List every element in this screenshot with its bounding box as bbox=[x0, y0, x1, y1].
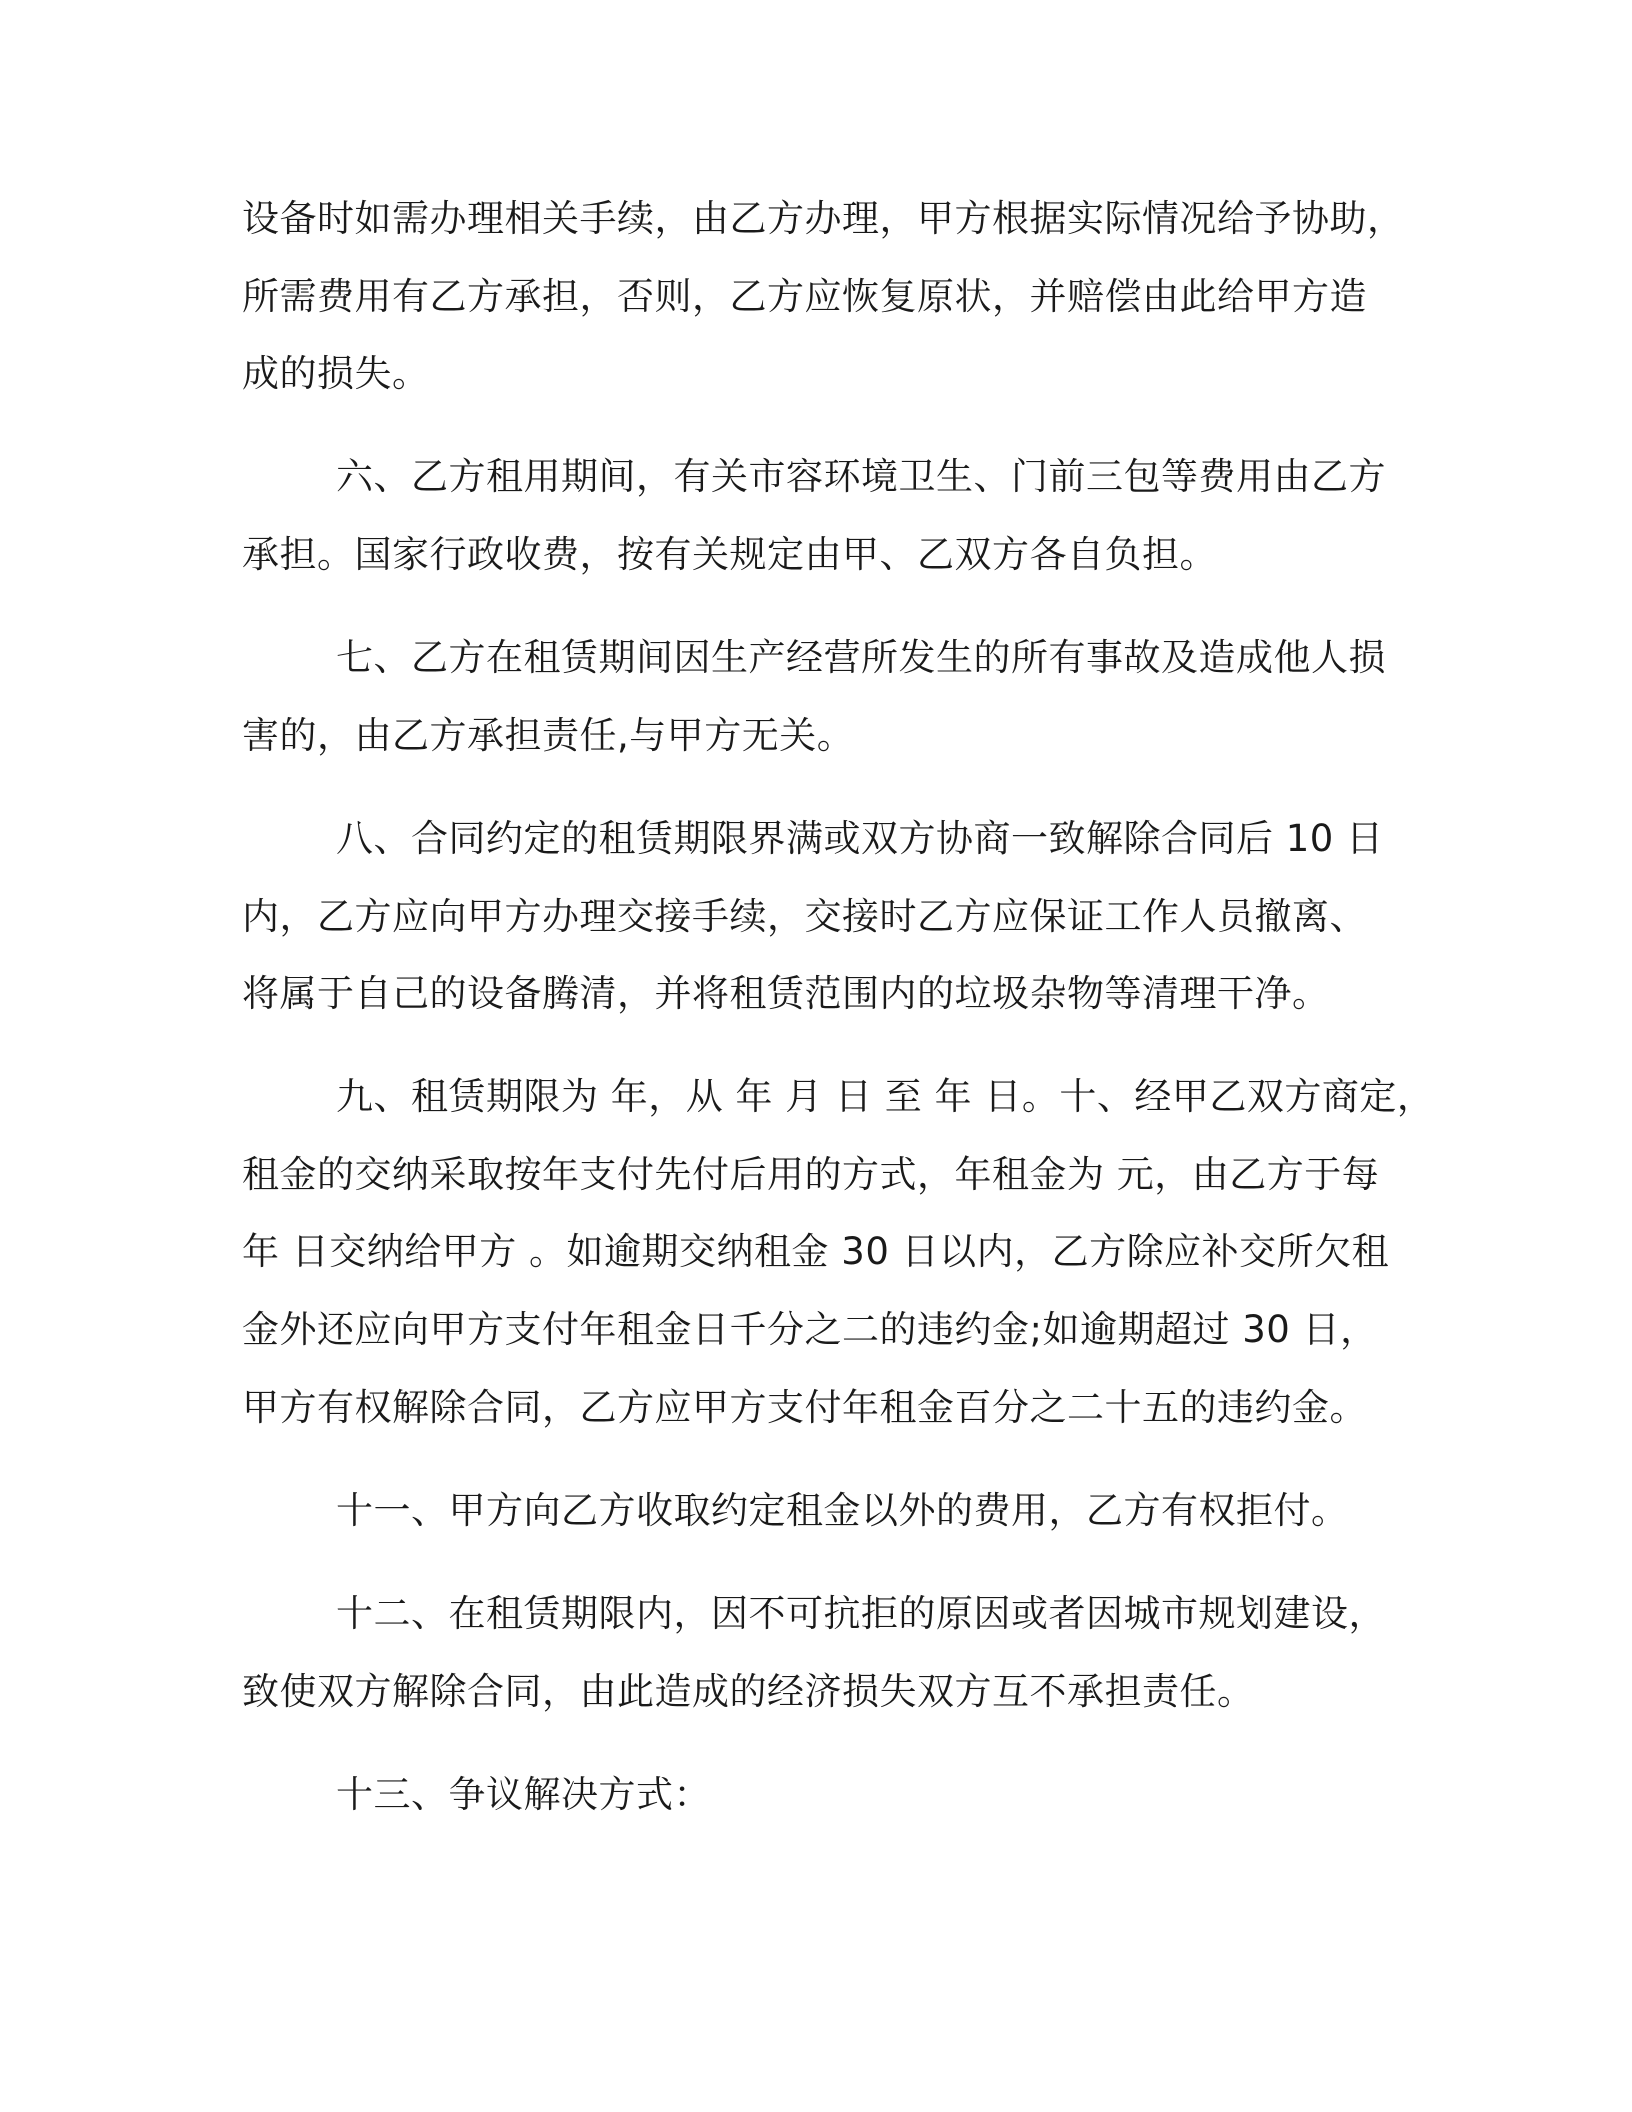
clause-12-line: 十二、在租赁期限内，因不可抗拒的原因或者因城市规划建设， bbox=[336, 1592, 1386, 1635]
clause-11-line: 十一、甲方向乙方收取约定租金以外的费用，乙方有权拒付。 bbox=[336, 1489, 1349, 1532]
text-line: 害的，由乙方承担责任,与甲方无关。 bbox=[242, 714, 855, 757]
clause-13-line: 十三、争议解决方式： bbox=[336, 1773, 711, 1816]
text-line: 将属于自己的设备腾清，并将租赁范围内的垃圾杂物等清理干净。 bbox=[242, 972, 1330, 1015]
clause-6-line: 六、乙方租用期间，有关市容环境卫生、门前三包等费用由乙方 bbox=[336, 455, 1386, 498]
text-line: 金外还应向甲方支付年租金日千分之二的违约金;如逾期超过 30 日， bbox=[242, 1308, 1378, 1351]
text-line: 承担。国家行政收费，按有关规定由甲、乙双方各自负担。 bbox=[242, 533, 1217, 576]
text-line: 设备时如需办理相关手续，由乙方办理，甲方根据实际情况给予协助， bbox=[242, 197, 1405, 240]
text-line: 所需费用有乙方承担，否则，乙方应恢复原状，并赔偿由此给甲方造 bbox=[242, 275, 1367, 318]
clause-8-line: 八、合同约定的租赁期限界满或双方协商一致解除合同后 10 日 bbox=[336, 817, 1384, 860]
clause-7-line: 七、乙方在租赁期间因生产经营所发生的所有事故及造成他人损 bbox=[336, 636, 1386, 679]
text-line: 内，乙方应向甲方办理交接手续，交接时乙方应保证工作人员撤离、 bbox=[242, 895, 1367, 938]
text-line: 致使双方解除合同，由此造成的经济损失双方互不承担责任。 bbox=[242, 1670, 1255, 1713]
text-line: 租金的交纳采取按年支付先付后用的方式，年租金为 元，由乙方于每 bbox=[242, 1153, 1380, 1196]
clause-9-line: 九、租赁期限为 年，从 年 月 日 至 年 日。十、经甲乙双方商定， bbox=[336, 1075, 1435, 1118]
text-line: 甲方有权解除合同，乙方应甲方支付年租金百分之二十五的违约金。 bbox=[242, 1386, 1367, 1429]
text-line: 成的损失。 bbox=[242, 352, 430, 395]
text-line: 年 日交纳给甲方 。如逾期交纳租金 30 日以内，乙方除应补交所欠租 bbox=[242, 1230, 1390, 1273]
